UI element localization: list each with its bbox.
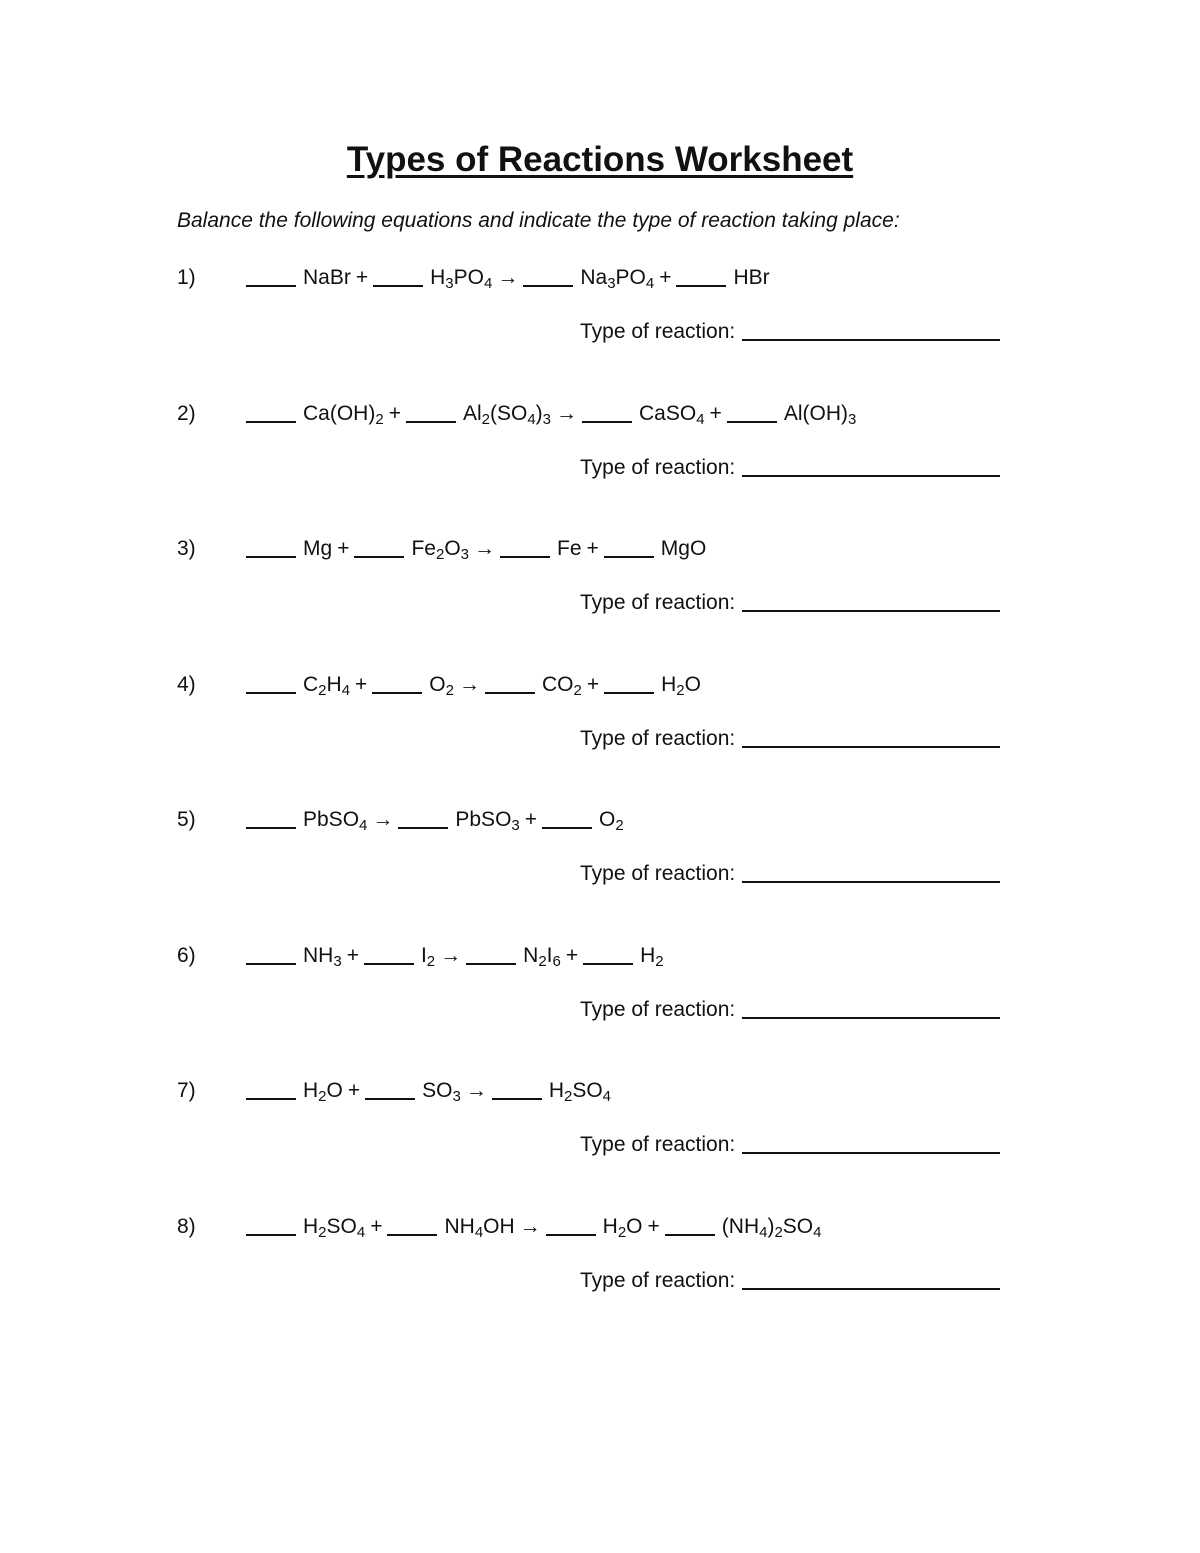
arrow-icon: →	[474, 537, 495, 560]
formula-text: O	[626, 1214, 643, 1238]
coefficient-blank[interactable]	[604, 556, 654, 558]
formula-subscript: 2	[318, 681, 327, 699]
arrow-icon: →	[440, 943, 462, 967]
problem-number: 6)	[177, 943, 196, 967]
formula-subscript: 4	[813, 1223, 822, 1241]
reaction-type-answer-line[interactable]	[742, 610, 1000, 612]
product-formula	[541, 672, 582, 699]
plus-sign: +	[388, 401, 401, 425]
reaction-type-row	[580, 320, 1000, 344]
formula-text: CaSO	[639, 401, 697, 425]
coefficient-blank[interactable]	[542, 827, 592, 829]
coefficient-blank[interactable]	[354, 556, 404, 558]
formula-text: MgO	[660, 537, 707, 560]
chemical-equation	[246, 1215, 821, 1239]
formula-text: Al	[462, 401, 482, 425]
formula-subscript: 2	[676, 681, 685, 699]
product-formula	[783, 401, 857, 428]
product-formula	[580, 266, 655, 292]
coefficient-blank[interactable]	[398, 827, 448, 829]
problem-item	[0, 402, 1200, 502]
reaction-type-label: Type of reaction:	[580, 997, 736, 1021]
reaction-type-row	[580, 1269, 1000, 1293]
reactant-formula	[462, 401, 552, 428]
formula-text: H	[640, 943, 656, 967]
reaction-type-row	[580, 998, 1000, 1022]
coefficient-blank[interactable]	[246, 692, 296, 694]
formula-subscript: 2	[318, 1223, 327, 1241]
formula-text: SO	[572, 1079, 603, 1102]
formula-text: (SO	[489, 401, 528, 425]
formula-subscript: 2	[538, 952, 547, 970]
coefficient-blank[interactable]	[246, 1234, 296, 1236]
chemical-equation	[246, 402, 856, 426]
coefficient-blank[interactable]	[582, 421, 632, 423]
coefficient-blank[interactable]	[246, 421, 296, 423]
problem-number: 4)	[177, 672, 196, 696]
coefficient-blank[interactable]	[246, 963, 296, 965]
coefficient-blank[interactable]	[246, 285, 296, 287]
formula-text: C	[303, 672, 319, 696]
reactant-formula	[303, 401, 384, 428]
problem-number: 2)	[177, 401, 196, 425]
coefficient-blank[interactable]	[364, 963, 414, 965]
problem-item	[0, 537, 1200, 637]
formula-subscript: 2	[573, 681, 582, 699]
chemical-equation	[246, 673, 701, 697]
formula-subscript: 2	[563, 1088, 573, 1105]
formula-text: HBr	[733, 266, 770, 289]
formula-subscript: 4	[696, 410, 705, 428]
coefficient-blank[interactable]	[365, 1098, 415, 1100]
coefficient-blank[interactable]	[676, 285, 726, 287]
formula-text: Fe	[411, 537, 436, 560]
reaction-type-row	[580, 862, 1000, 886]
coefficient-blank[interactable]	[546, 1234, 596, 1236]
formula-text: I	[420, 943, 427, 967]
reactant-formula	[430, 266, 493, 292]
problem-number: 7)	[177, 1079, 196, 1102]
reactant-formula	[429, 672, 454, 699]
plus-sign: +	[586, 672, 600, 696]
formula-subscript: 2	[617, 1223, 627, 1241]
reaction-type-label: Type of reaction:	[580, 591, 736, 614]
reaction-type-answer-line[interactable]	[742, 1152, 1000, 1154]
formula-subscript: 3	[445, 275, 454, 292]
formula-subscript: 4	[356, 1223, 366, 1241]
problem-number: 8)	[177, 1214, 196, 1238]
plus-sign: +	[647, 1214, 660, 1238]
formula-subscript: 2	[435, 546, 445, 563]
formula-subscript: 2	[375, 410, 384, 428]
plus-sign: +	[659, 266, 672, 289]
plus-sign: +	[347, 1079, 361, 1102]
formula-text: PO	[615, 266, 646, 289]
formula-text: H	[602, 1214, 618, 1238]
coefficient-blank[interactable]	[500, 556, 550, 558]
coefficient-blank[interactable]	[387, 1234, 437, 1236]
arrow-icon: →	[519, 1214, 541, 1238]
chemical-equation	[246, 537, 706, 561]
formula-subscript: 4	[645, 275, 655, 292]
formula-text: SO	[782, 1214, 814, 1238]
formula-text: N	[523, 943, 539, 967]
product-formula	[661, 537, 707, 560]
product-formula	[639, 401, 705, 428]
arrow-icon: →	[556, 401, 578, 425]
formula-text: PbSO	[303, 808, 360, 831]
formula-subscript: 2	[655, 952, 664, 970]
formula-text: O	[599, 808, 616, 831]
formula-subscript: 4	[527, 410, 536, 428]
formula-subscript: 4	[341, 681, 351, 699]
reaction-type-answer-line[interactable]	[742, 881, 1000, 883]
plus-sign: +	[565, 943, 579, 967]
product-formula	[548, 1079, 612, 1105]
formula-subscript: 3	[847, 410, 857, 428]
reactant-formula	[303, 1214, 366, 1241]
reaction-type-row	[580, 1133, 1000, 1157]
coefficient-blank[interactable]	[246, 556, 296, 558]
plus-sign: +	[355, 672, 368, 696]
product-formula	[661, 672, 701, 699]
reaction-type-label: Type of reaction:	[580, 1133, 736, 1156]
reaction-type-answer-line[interactable]	[742, 1288, 1000, 1290]
reaction-type-row	[580, 727, 1000, 751]
reactant-formula	[303, 808, 368, 834]
formula-subscript: 3	[333, 952, 342, 970]
plus-sign: +	[709, 401, 722, 425]
problem-number: 1)	[177, 266, 196, 289]
coefficient-blank[interactable]	[523, 285, 573, 287]
problem-item	[0, 1079, 1200, 1179]
reactant-formula	[303, 943, 342, 970]
coefficient-blank[interactable]	[727, 421, 777, 423]
formula-text: (NH	[721, 1214, 760, 1238]
arrow-icon: →	[372, 808, 394, 831]
formula-text: )	[535, 401, 543, 425]
reaction-type-label: Type of reaction:	[580, 1268, 736, 1292]
formula-subscript: 3	[511, 817, 520, 834]
formula-subscript: 2	[426, 952, 436, 970]
problem-item	[0, 808, 1200, 908]
plus-sign: +	[524, 808, 538, 831]
formula-text: Fe	[557, 537, 582, 560]
coefficient-blank[interactable]	[406, 421, 456, 423]
reaction-type-answer-line[interactable]	[742, 475, 1000, 477]
formula-subscript: 3	[607, 275, 616, 292]
plus-sign: +	[586, 537, 599, 560]
reactant-formula	[303, 537, 332, 560]
formula-text: I	[546, 943, 553, 967]
plus-sign: +	[370, 1214, 383, 1238]
formula-subscript: 3	[452, 1088, 461, 1105]
reactant-formula	[422, 1079, 461, 1105]
formula-text: Ca(OH)	[303, 401, 376, 425]
formula-text: )	[767, 1214, 775, 1238]
plus-sign: +	[355, 266, 369, 289]
formula-text: H	[303, 1079, 319, 1102]
formula-text: NaBr	[303, 266, 351, 289]
coefficient-blank[interactable]	[583, 963, 633, 965]
reactant-formula	[303, 1079, 343, 1105]
reactant-formula	[303, 672, 351, 699]
formula-text: NH	[303, 943, 334, 967]
formula-subscript: 2	[481, 410, 490, 428]
reactant-formula	[444, 1214, 515, 1241]
reaction-type-answer-line[interactable]	[742, 746, 1000, 748]
problem-number: 5)	[177, 808, 196, 831]
product-formula	[523, 943, 561, 970]
product-formula	[733, 266, 769, 289]
formula-subscript: 3	[460, 546, 469, 563]
coefficient-blank[interactable]	[372, 692, 422, 694]
formula-text: SO	[422, 1079, 453, 1102]
formula-text: H	[326, 672, 342, 696]
coefficient-blank[interactable]	[246, 1098, 296, 1100]
formula-text: CO	[541, 672, 574, 696]
formula-text: H	[548, 1079, 564, 1102]
formula-text: O	[444, 537, 461, 560]
problem-number: 3)	[177, 537, 196, 560]
reaction-type-row	[580, 456, 1000, 480]
coefficient-blank[interactable]	[604, 692, 654, 694]
formula-text: Mg	[303, 537, 333, 560]
product-formula	[455, 808, 520, 834]
formula-text: O	[684, 672, 701, 696]
formula-text: Na	[580, 266, 608, 289]
arrow-icon: →	[458, 672, 480, 696]
formula-text: PO	[453, 266, 484, 289]
reactant-formula	[420, 943, 436, 970]
formula-subscript: 2	[445, 681, 454, 699]
formula-text: H	[303, 1214, 319, 1238]
plus-sign: +	[337, 537, 350, 560]
formula-subscript: 4	[602, 1088, 612, 1105]
coefficient-blank[interactable]	[665, 1234, 715, 1236]
formula-subscript: 6	[552, 952, 561, 970]
product-formula	[599, 808, 624, 834]
plus-sign: +	[346, 943, 359, 967]
formula-text: PbSO	[455, 808, 512, 831]
coefficient-blank[interactable]	[466, 963, 516, 965]
problem-item	[0, 1215, 1200, 1315]
product-formula	[721, 1214, 822, 1241]
reaction-type-label: Type of reaction:	[580, 455, 736, 479]
formula-subscript: 2	[318, 1088, 327, 1105]
formula-text: OH	[483, 1214, 515, 1238]
formula-text: O	[326, 1079, 343, 1102]
coefficient-blank[interactable]	[246, 827, 296, 829]
formula-subscript: 4	[759, 1223, 768, 1241]
chemical-equation	[246, 266, 770, 290]
formula-subscript: 4	[359, 817, 368, 834]
formula-text: SO	[326, 1214, 357, 1238]
reaction-type-label: Type of reaction:	[580, 862, 736, 885]
coefficient-blank[interactable]	[492, 1098, 542, 1100]
formula-text: H	[661, 672, 677, 696]
reaction-type-answer-line[interactable]	[742, 1017, 1000, 1019]
chemical-equation	[246, 944, 664, 968]
instructions-text: Balance the following equations and indicate the type of reaction taking place:	[177, 209, 900, 232]
problem-item	[0, 944, 1200, 1044]
reactant-formula	[411, 537, 469, 563]
chemical-equation	[246, 1079, 611, 1103]
page-title: Types of Reactions Worksheet	[346, 140, 854, 179]
product-formula	[557, 537, 582, 560]
reaction-type-row	[580, 591, 1000, 615]
formula-text: H	[430, 266, 446, 289]
formula-subscript: 2	[774, 1223, 783, 1241]
coefficient-blank[interactable]	[485, 692, 535, 694]
formula-subscript: 2	[615, 817, 624, 834]
formula-text: NH	[444, 1214, 475, 1238]
reaction-type-label: Type of reaction:	[580, 320, 736, 343]
formula-subscript: 4	[483, 275, 493, 292]
reaction-type-label: Type of reaction:	[580, 726, 736, 750]
formula-text: O	[429, 672, 446, 696]
product-formula	[602, 1214, 643, 1241]
formula-subscript: 3	[542, 410, 552, 428]
reaction-type-answer-line[interactable]	[742, 339, 1000, 341]
problem-item	[0, 266, 1200, 366]
reactant-formula	[303, 266, 351, 289]
formula-subscript: 4	[474, 1223, 484, 1241]
problem-item	[0, 673, 1200, 773]
product-formula	[640, 943, 664, 970]
chemical-equation	[246, 808, 624, 832]
coefficient-blank[interactable]	[373, 285, 423, 287]
arrow-icon: →	[497, 266, 519, 289]
formula-text: Al(OH)	[783, 401, 848, 425]
arrow-icon: →	[465, 1079, 487, 1102]
